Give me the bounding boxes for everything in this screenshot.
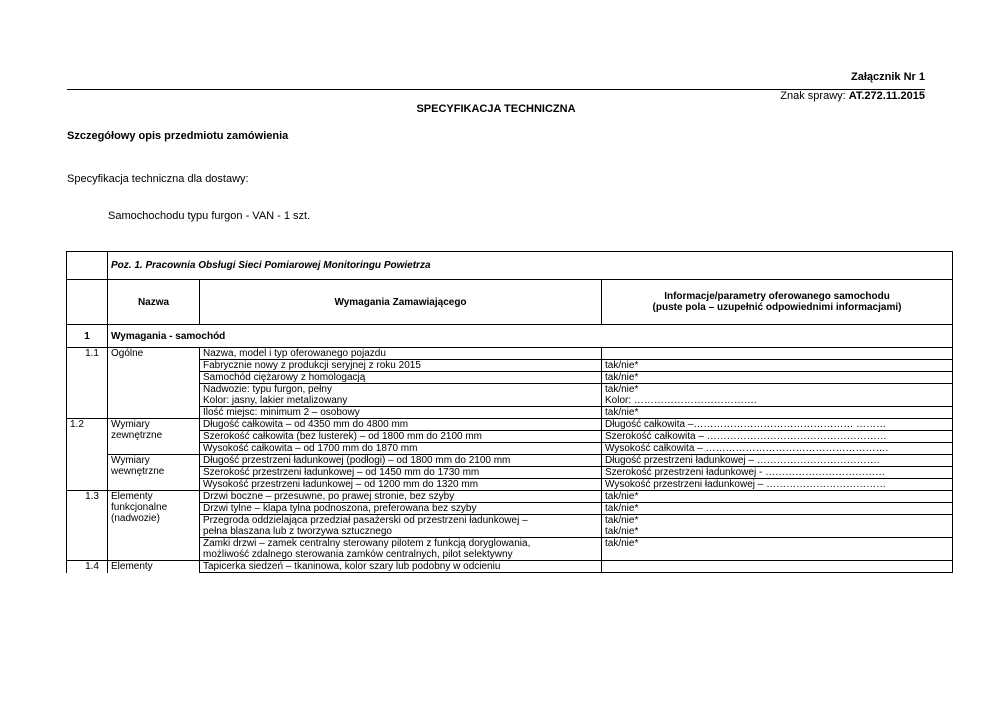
row-number: 1.2 [67, 419, 108, 491]
table-row [67, 395, 953, 407]
requirement-cell: Nazwa, model i typ oferowanego pojazdu [200, 348, 602, 360]
section-row [67, 325, 953, 348]
item-line: Samochochodu typu furgon - VAN - 1 szt. [108, 210, 311, 222]
table-row [67, 491, 953, 503]
row-number: 1.4 [67, 561, 108, 573]
row-number: 1.3 [67, 491, 108, 561]
info-cell: Wysokość całkowita – ………………………………………………. [602, 443, 953, 455]
requirement-cell: Długość całkowita – od 4350 mm do 4800 mm [200, 419, 602, 431]
table-row [67, 431, 953, 443]
case-reference [780, 90, 925, 102]
table-row [67, 348, 953, 360]
info-cell [602, 348, 953, 360]
table-row [67, 419, 953, 431]
table-row [67, 538, 953, 561]
table-row [67, 467, 953, 479]
info-cell: Kolor: ………………………………. [602, 395, 953, 407]
row-name: Wymiary zewnętrzne [108, 419, 200, 455]
info-cell: tak/nie* [602, 491, 953, 503]
requirement-cell: Drzwi tylne – klapa tylna podnoszona, preferowana bez szyby [200, 503, 602, 515]
spec-table [66, 251, 953, 573]
requirement-cell: Samochód ciężarowy z homologacją [200, 372, 602, 384]
requirement-cell: Przegroda oddzielająca przedział pasażerski od przestrzeni ładunkowej – pełna blaszana lub z tworzywa sztucznego [200, 515, 602, 538]
document-title: SPECYFIKACJA TECHNICZNA [416, 103, 576, 115]
info-cell: tak/nie* [602, 372, 953, 384]
requirement-cell: Ilość miejsc: minimum 2 – osobowy [200, 407, 602, 419]
info-cell: tak/nie* tak/nie* [602, 515, 953, 538]
info-cell: Długość przestrzeni ładunkowej – ………………………………. [602, 455, 953, 467]
row-name: Elementy [108, 561, 200, 573]
case-number: AT.272.11.2015 [848, 90, 925, 102]
requirement-cell: Wysokość przestrzeni ładunkowej – od 1200 mm do 1320 mm [200, 479, 602, 491]
table-row [67, 455, 953, 467]
attachment-label: Załącznik Nr 1 [851, 71, 925, 83]
position-row [67, 252, 953, 280]
table-row [67, 479, 953, 491]
info-cell: Wysokość przestrzeni ładunkowej – ……………………………… [602, 479, 953, 491]
col-requirements-header: Wymagania Zamawiającego [200, 280, 602, 325]
requirement-cell: Fabrycznie nowy z produkcji seryjnej z roku 2015 [200, 360, 602, 372]
row-name: Elementy funkcjonalne (nadwozie) [108, 491, 200, 561]
table-row [67, 384, 953, 396]
info-cell: tak/nie* [602, 538, 953, 561]
col-name-header: Nazwa [108, 280, 200, 325]
requirement-cell: Zamki drzwi – zamek centralny sterowany pilotem z funkcją doryglowania, możliwość zdalnego sterowania zamków centralnych, pilot selektywny [200, 538, 602, 561]
header-row [67, 280, 953, 325]
info-cell: Długość całkowita –………………………………………… ……… [602, 419, 953, 431]
info-cell: tak/nie* [602, 360, 953, 372]
section-title: Wymagania - samochód [108, 325, 953, 348]
requirement-cell: Szerokość przestrzeni ładunkowej – od 1450 mm do 1730 mm [200, 467, 602, 479]
info-cell: tak/nie* [602, 384, 953, 396]
requirement-cell: Nadwozie: typu furgon, pełny [200, 384, 602, 396]
position-title: Poz. 1. Pracownia Obsługi Sieci Pomiarowej Monitoringu Powietrza [108, 252, 953, 280]
row-name: Ogólne [108, 348, 200, 419]
table-row [67, 407, 953, 419]
table-row [67, 515, 953, 538]
table-row [67, 443, 953, 455]
info-cell: tak/nie* [602, 503, 953, 515]
info-cell: tak/nie* [602, 407, 953, 419]
table-row [67, 561, 953, 573]
row-number: 1.1 [67, 348, 108, 419]
row-name: Wymiary wewnętrzne [108, 455, 200, 491]
case-label: Znak sprawy: [780, 90, 849, 102]
info-cell: Szerokość przestrzeni ładunkowej - ……………………………… [602, 467, 953, 479]
info-cell: Szerokość całkowita – ……………………………………………… [602, 431, 953, 443]
table-row [67, 360, 953, 372]
requirement-cell: Szerokość całkowita (bez lusterek) – od 1800 mm do 2100 mm [200, 431, 602, 443]
col-info-header: Informacje/parametry oferowanego samochodu (puste pola – uzupełnić odpowiednimi informacjami) [602, 280, 953, 325]
requirement-cell: Tapicerka siedzeń – tkaninowa, kolor szary lub podobny w odcieniu [200, 561, 602, 573]
requirement-cell: Drzwi boczne – przesuwne, po prawej stronie, bez szyby [200, 491, 602, 503]
requirement-cell: Kolor: jasny, lakier metalizowany [200, 395, 602, 407]
section-number: 1 [67, 325, 108, 348]
table-row [67, 372, 953, 384]
requirement-cell: Długość przestrzeni ładunkowej (podłogi) – od 1800 mm do 2100 mm [200, 455, 602, 467]
info-cell [602, 561, 953, 573]
document-subtitle: Szczegółowy opis przedmiotu zamówienia [67, 130, 289, 142]
intro-text: Specyfikacja techniczna dla dostawy: [67, 173, 249, 185]
table-row [67, 503, 953, 515]
requirement-cell: Wysokość całkowita – od 1700 mm do 1870 mm [200, 443, 602, 455]
